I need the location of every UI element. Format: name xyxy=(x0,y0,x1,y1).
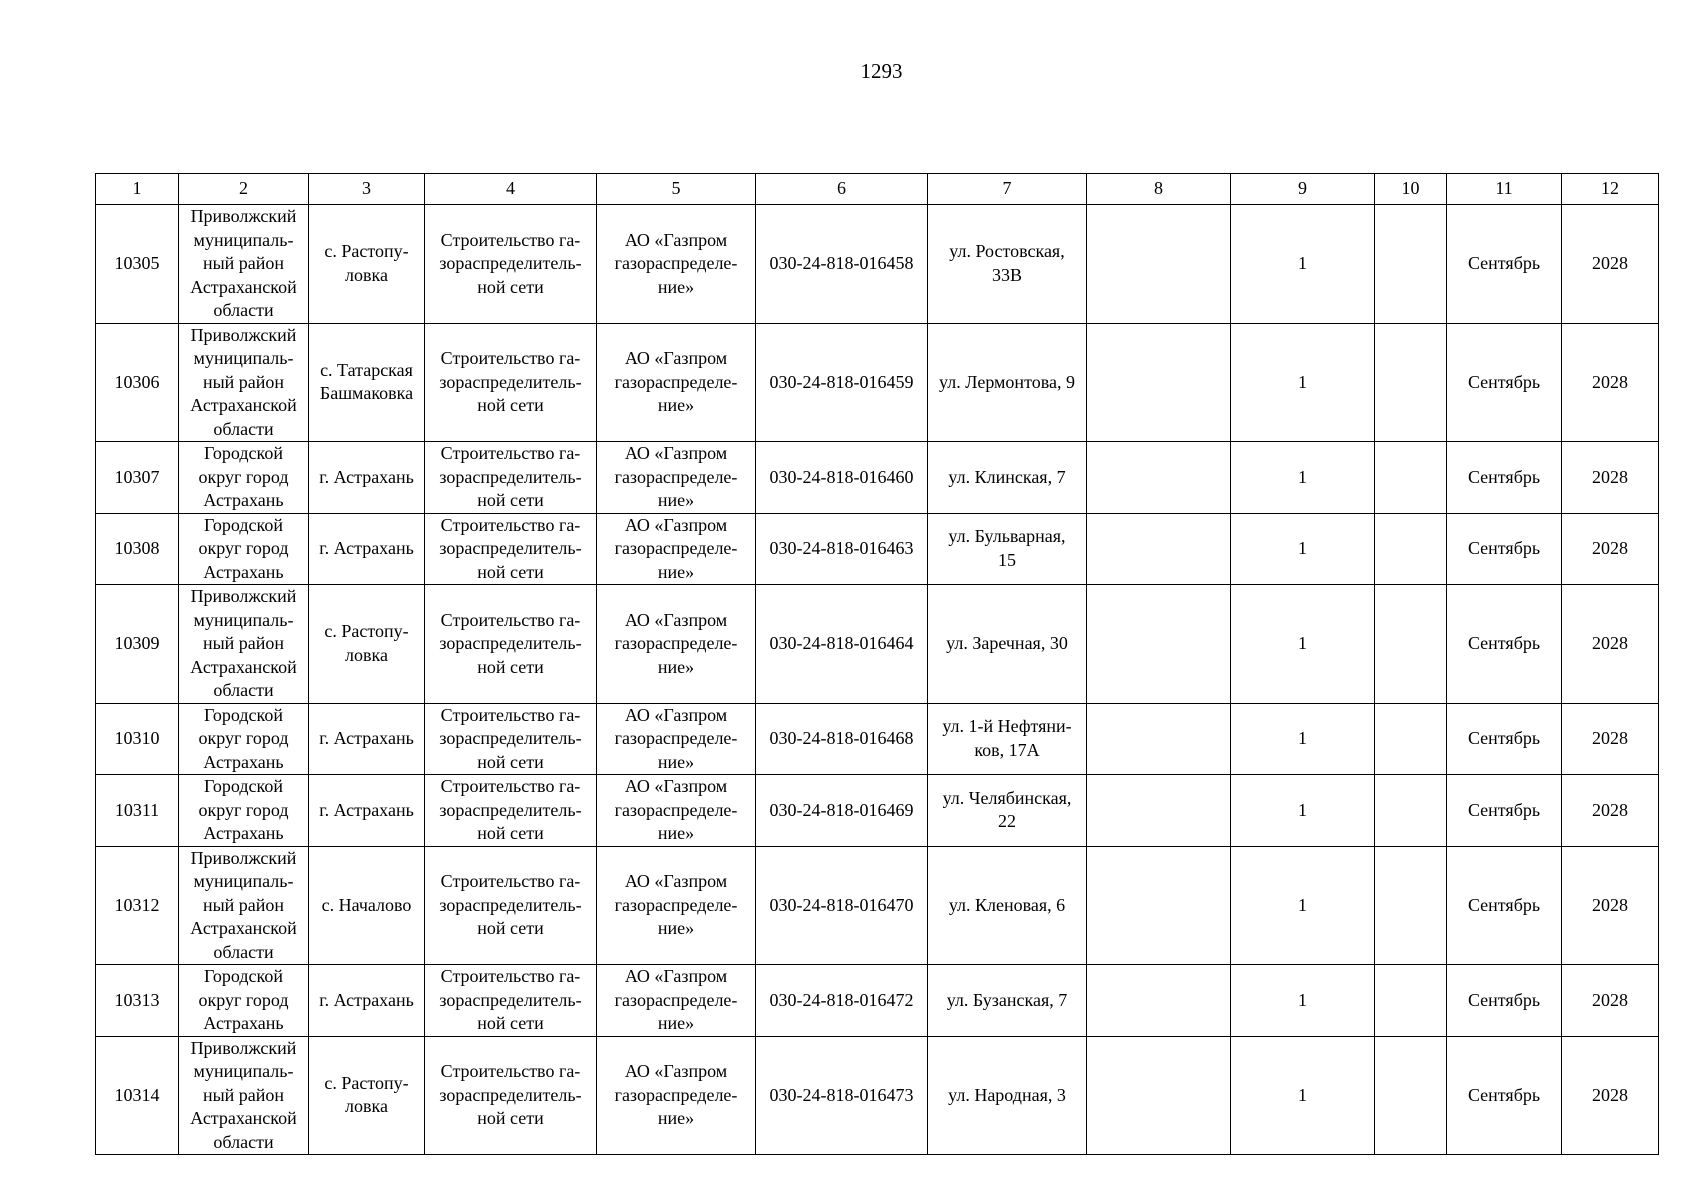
cell-settlement: г. Астрахань xyxy=(309,513,425,585)
cell-organization: АО «Газпром газораспределе- ние» xyxy=(597,965,756,1037)
table-row xyxy=(96,323,1659,442)
cell-col-10 xyxy=(1375,323,1447,442)
column-header-7: 7 xyxy=(928,174,1087,205)
cell-settlement: г. Астрахань xyxy=(309,775,425,847)
cell-month: Сентябрь xyxy=(1447,965,1562,1037)
cell-col-8 xyxy=(1087,442,1231,514)
cell-quantity: 1 xyxy=(1231,846,1375,965)
column-header-3: 3 xyxy=(309,174,425,205)
cell-object-code: 030-24-818-016473 xyxy=(756,1036,928,1155)
cell-col-8 xyxy=(1087,323,1231,442)
cell-organization: АО «Газпром газораспределе- ние» xyxy=(597,513,756,585)
cell-col-8 xyxy=(1087,703,1231,775)
cell-organization: АО «Газпром газораспределе- ние» xyxy=(597,585,756,704)
cell-settlement: г. Астрахань xyxy=(309,703,425,775)
cell-quantity: 1 xyxy=(1231,205,1375,324)
cell-organization: АО «Газпром газораспределе- ние» xyxy=(597,323,756,442)
cell-settlement: с. Началово xyxy=(309,846,425,965)
cell-settlement: с. Татарская Башмаковка xyxy=(309,323,425,442)
cell-object-code: 030-24-818-016464 xyxy=(756,585,928,704)
cell-year: 2028 xyxy=(1562,846,1659,965)
table-row xyxy=(96,513,1659,585)
cell-settlement: г. Астрахань xyxy=(309,965,425,1037)
cell-address: ул. Бульварная, 15 xyxy=(928,513,1087,585)
cell-municipality: Городской округ город Астрахань xyxy=(179,775,309,847)
cell-month: Сентябрь xyxy=(1447,1036,1562,1155)
cell-quantity: 1 xyxy=(1231,965,1375,1037)
cell-organization: АО «Газпром газораспределе- ние» xyxy=(597,442,756,514)
table-row xyxy=(96,965,1659,1037)
cell-municipality: Городской округ город Астрахань xyxy=(179,442,309,514)
cell-work-type: Строительство га- зораспределитель- ной сети xyxy=(425,205,597,324)
cell-organization: АО «Газпром газораспределе- ние» xyxy=(597,703,756,775)
cell-record-number: 10314 xyxy=(96,1036,179,1155)
cell-municipality: Городской округ город Астрахань xyxy=(179,965,309,1037)
cell-col-10 xyxy=(1375,703,1447,775)
cell-year: 2028 xyxy=(1562,965,1659,1037)
cell-address: ул. Челябинская, 22 xyxy=(928,775,1087,847)
column-header-1: 1 xyxy=(96,174,179,205)
cell-month: Сентябрь xyxy=(1447,323,1562,442)
cell-record-number: 10307 xyxy=(96,442,179,514)
cell-municipality: Приволжский муниципаль- ный район Астраханской области xyxy=(179,585,309,704)
table-row xyxy=(96,1036,1659,1155)
cell-month: Сентябрь xyxy=(1447,442,1562,514)
cell-organization: АО «Газпром газораспределе- ние» xyxy=(597,775,756,847)
cell-work-type: Строительство га- зораспределитель- ной сети xyxy=(425,846,597,965)
cell-address: ул. Бузанская, 7 xyxy=(928,965,1087,1037)
cell-settlement: с. Растопу- ловка xyxy=(309,205,425,324)
column-header-12: 12 xyxy=(1562,174,1659,205)
cell-col-8 xyxy=(1087,846,1231,965)
cell-record-number: 10308 xyxy=(96,513,179,585)
cell-organization: АО «Газпром газораспределе- ние» xyxy=(597,1036,756,1155)
cell-year: 2028 xyxy=(1562,775,1659,847)
cell-object-code: 030-24-818-016468 xyxy=(756,703,928,775)
cell-address: ул. Ростовская, 33В xyxy=(928,205,1087,324)
cell-month: Сентябрь xyxy=(1447,513,1562,585)
cell-quantity: 1 xyxy=(1231,513,1375,585)
cell-work-type: Строительство га- зораспределитель- ной сети xyxy=(425,703,597,775)
cell-col-8 xyxy=(1087,1036,1231,1155)
cell-col-10 xyxy=(1375,205,1447,324)
cell-quantity: 1 xyxy=(1231,1036,1375,1155)
table-row xyxy=(96,703,1659,775)
column-header-6: 6 xyxy=(756,174,928,205)
cell-municipality: Городской округ город Астрахань xyxy=(179,513,309,585)
cell-year: 2028 xyxy=(1562,205,1659,324)
registry-table xyxy=(95,173,1659,1155)
cell-year: 2028 xyxy=(1562,442,1659,514)
cell-record-number: 10305 xyxy=(96,205,179,324)
cell-col-10 xyxy=(1375,846,1447,965)
column-header-11: 11 xyxy=(1447,174,1562,205)
cell-quantity: 1 xyxy=(1231,323,1375,442)
cell-work-type: Строительство га- зораспределитель- ной сети xyxy=(425,513,597,585)
cell-record-number: 10306 xyxy=(96,323,179,442)
cell-col-10 xyxy=(1375,585,1447,704)
cell-municipality: Приволжский муниципаль- ный район Астраханской области xyxy=(179,846,309,965)
cell-object-code: 030-24-818-016458 xyxy=(756,205,928,324)
cell-col-8 xyxy=(1087,775,1231,847)
cell-month: Сентябрь xyxy=(1447,846,1562,965)
cell-year: 2028 xyxy=(1562,1036,1659,1155)
column-header-5: 5 xyxy=(597,174,756,205)
cell-municipality: Приволжский муниципаль- ный район Астраханской области xyxy=(179,323,309,442)
cell-quantity: 1 xyxy=(1231,703,1375,775)
page-number: 1293 xyxy=(860,59,903,83)
table-row xyxy=(96,442,1659,514)
cell-address: ул. Заречная, 30 xyxy=(928,585,1087,704)
cell-municipality: Приволжский муниципаль- ный район Астраханской области xyxy=(179,205,309,324)
table-header-row xyxy=(96,174,1659,205)
cell-settlement: с. Растопу- ловка xyxy=(309,1036,425,1155)
cell-col-8 xyxy=(1087,205,1231,324)
cell-record-number: 10311 xyxy=(96,775,179,847)
cell-year: 2028 xyxy=(1562,703,1659,775)
cell-record-number: 10309 xyxy=(96,585,179,704)
cell-object-code: 030-24-818-016459 xyxy=(756,323,928,442)
cell-col-10 xyxy=(1375,965,1447,1037)
cell-year: 2028 xyxy=(1562,585,1659,704)
cell-col-10 xyxy=(1375,1036,1447,1155)
cell-settlement: с. Растопу- ловка xyxy=(309,585,425,704)
cell-work-type: Строительство га- зораспределитель- ной сети xyxy=(425,1036,597,1155)
cell-object-code: 030-24-818-016472 xyxy=(756,965,928,1037)
cell-quantity: 1 xyxy=(1231,585,1375,704)
cell-object-code: 030-24-818-016460 xyxy=(756,442,928,514)
cell-col-10 xyxy=(1375,442,1447,514)
cell-work-type: Строительство га- зораспределитель- ной сети xyxy=(425,585,597,704)
table-body xyxy=(96,205,1659,1155)
cell-quantity: 1 xyxy=(1231,775,1375,847)
cell-col-8 xyxy=(1087,585,1231,704)
cell-address: ул. 1-й Нефтяни- ков, 17А xyxy=(928,703,1087,775)
cell-municipality: Городской округ город Астрахань xyxy=(179,703,309,775)
cell-address: ул. Кленовая, 6 xyxy=(928,846,1087,965)
cell-organization: АО «Газпром газораспределе- ние» xyxy=(597,205,756,324)
cell-month: Сентябрь xyxy=(1447,703,1562,775)
cell-record-number: 10310 xyxy=(96,703,179,775)
cell-record-number: 10313 xyxy=(96,965,179,1037)
cell-month: Сентябрь xyxy=(1447,585,1562,704)
column-header-10: 10 xyxy=(1375,174,1447,205)
cell-month: Сентябрь xyxy=(1447,205,1562,324)
table-row xyxy=(96,585,1659,704)
cell-record-number: 10312 xyxy=(96,846,179,965)
cell-work-type: Строительство га- зораспределитель- ной сети xyxy=(425,965,597,1037)
cell-col-8 xyxy=(1087,513,1231,585)
cell-object-code: 030-24-818-016463 xyxy=(756,513,928,585)
cell-quantity: 1 xyxy=(1231,442,1375,514)
table-row xyxy=(96,775,1659,847)
cell-month: Сентябрь xyxy=(1447,775,1562,847)
cell-col-10 xyxy=(1375,513,1447,585)
cell-col-8 xyxy=(1087,965,1231,1037)
column-header-4: 4 xyxy=(425,174,597,205)
table-row xyxy=(96,205,1659,324)
cell-work-type: Строительство га- зораспределитель- ной сети xyxy=(425,323,597,442)
cell-object-code: 030-24-818-016469 xyxy=(756,775,928,847)
cell-object-code: 030-24-818-016470 xyxy=(756,846,928,965)
cell-address: ул. Клинская, 7 xyxy=(928,442,1087,514)
cell-col-10 xyxy=(1375,775,1447,847)
column-header-2: 2 xyxy=(179,174,309,205)
cell-address: ул. Народная, 3 xyxy=(928,1036,1087,1155)
cell-organization: АО «Газпром газораспределе- ние» xyxy=(597,846,756,965)
column-header-8: 8 xyxy=(1087,174,1231,205)
cell-year: 2028 xyxy=(1562,323,1659,442)
cell-work-type: Строительство га- зораспределитель- ной сети xyxy=(425,442,597,514)
table-row xyxy=(96,846,1659,965)
column-header-9: 9 xyxy=(1231,174,1375,205)
cell-year: 2028 xyxy=(1562,513,1659,585)
cell-settlement: г. Астрахань xyxy=(309,442,425,514)
cell-municipality: Приволжский муниципаль- ный район Астраханской области xyxy=(179,1036,309,1155)
cell-address: ул. Лермонтова, 9 xyxy=(928,323,1087,442)
cell-work-type: Строительство га- зораспределитель- ной сети xyxy=(425,775,597,847)
